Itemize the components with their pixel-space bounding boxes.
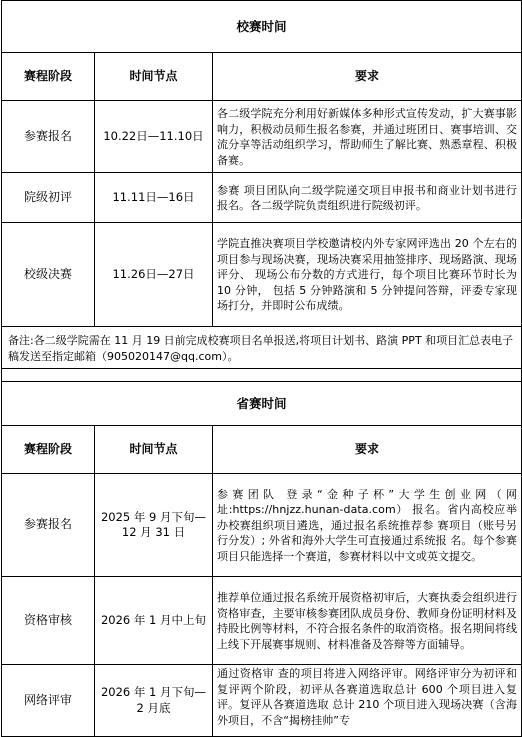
time-cell: 11.11日—16日 [95, 173, 213, 223]
header-stage: 赛程阶段 [2, 53, 95, 101]
time-line: 2025 年 9 月下旬— [100, 509, 207, 524]
requirement-cell [213, 474, 522, 577]
stage-cell: 网络评审 [2, 665, 95, 737]
header-time: 时间节点 [95, 53, 213, 101]
time-cell [95, 474, 213, 577]
requirement-text: 参赛团队 登录“金种子杯”大学生创业网（网址: [217, 487, 518, 517]
stage-cell: 参赛报名 [2, 474, 95, 577]
header-requirement: 要求 [213, 426, 522, 474]
table-row [2, 665, 522, 737]
school-schedule-table [1, 0, 522, 381]
school-note: 备注:各二级学院需在 11 月 19 日前完成校赛项目名单报送,将项目计划书、路演 PPT 和项目汇总表电子稿发送至指定邮箱（905020147@qq.com）。 [2, 327, 522, 369]
time-line: 12 月 31 日 [121, 525, 186, 539]
table-row [2, 474, 522, 577]
table-row [2, 223, 522, 327]
time-cell [95, 665, 213, 737]
requirement-cell: 推荐单位通过报名系统开展资格初审后，大赛执委会组织进行资格审查，主要审核参赛团队成员身份、教师身份证明材料及持股比例等材料，不符合报名条件的取消资格。报名期间将线上线下开展赛事规则、材料准备及答辩等方面辅导。 [213, 577, 522, 665]
province-section-title: 省赛时间 [2, 382, 522, 426]
time-cell: 10.22日—11.10日 [95, 101, 213, 173]
table-row [2, 101, 522, 173]
header-requirement: 要求 [213, 53, 522, 101]
stage-cell: 校级决赛 [2, 223, 95, 327]
requirement-text: ） 报名。省内高校应举办校赛组织项目遴选，通过报名系统推荐参 赛项目（账号另行分发）; 外省和海外大学生可直接通过系统报 名。每个参赛项目只能选择一个赛道，参赛材料以中文或英文提交。 [217, 503, 518, 563]
header-stage: 赛程阶段 [2, 426, 95, 474]
province-schedule-table [1, 381, 522, 737]
time-cell: 2026 年 1 月中上旬 [95, 577, 213, 665]
registration-site-link[interactable]: https://hnjzz.hunan-data.com [232, 503, 396, 517]
time-line: 2026 年 1 月下旬— [100, 685, 207, 699]
school-section-title: 校赛时间 [2, 1, 522, 53]
stage-cell: 参赛报名 [2, 101, 95, 173]
time-line: 2 月底 [136, 700, 171, 715]
stage-cell: 院级初评 [2, 173, 95, 223]
table-row [2, 577, 522, 665]
section-spacer [2, 369, 522, 381]
header-time: 时间节点 [95, 426, 213, 474]
requirement-cell: 各二级学院充分利用好新媒体多种形式宣传发动，扩大赛事影响力，积极动员师生报名参赛，并通过班团日、赛事培训、交流分享等活动组织学习，帮助师生了解比赛、熟悉章程、积极备赛。 [213, 101, 522, 173]
requirement-cell: 通过资格审 查的项目将进入网络评审。网络评审分为初评和复评两个阶段，初评从各赛道选取总计 600 个项目进入复评。复评从各赛道选取 总计 210 个项目进入现场决赛（含海外项目，不含“揭榜挂帅”专 [213, 665, 522, 737]
time-cell: 11.26日—27日 [95, 223, 213, 327]
table-row [2, 173, 522, 223]
requirement-cell: 参赛 项目团队向二级学院递交项目申报书和商业计划书进行报名。各二级学院负责组织进行院级初评。 [213, 173, 522, 223]
requirement-cell: 学院直推决赛项目学校邀请校内外专家网评选出 20 个左右的项目参与现场决赛，现场决赛采用抽签排序、现场路演、现场评分、 现场公布分数的方式进行，每个项目比赛环节时长为 10 分钟， 包括 5 分钟路演和 5 分钟提问答辩，评委专家现场打分，并即时公布成绩。 [213, 223, 522, 327]
stage-cell: 资格审核 [2, 577, 95, 665]
